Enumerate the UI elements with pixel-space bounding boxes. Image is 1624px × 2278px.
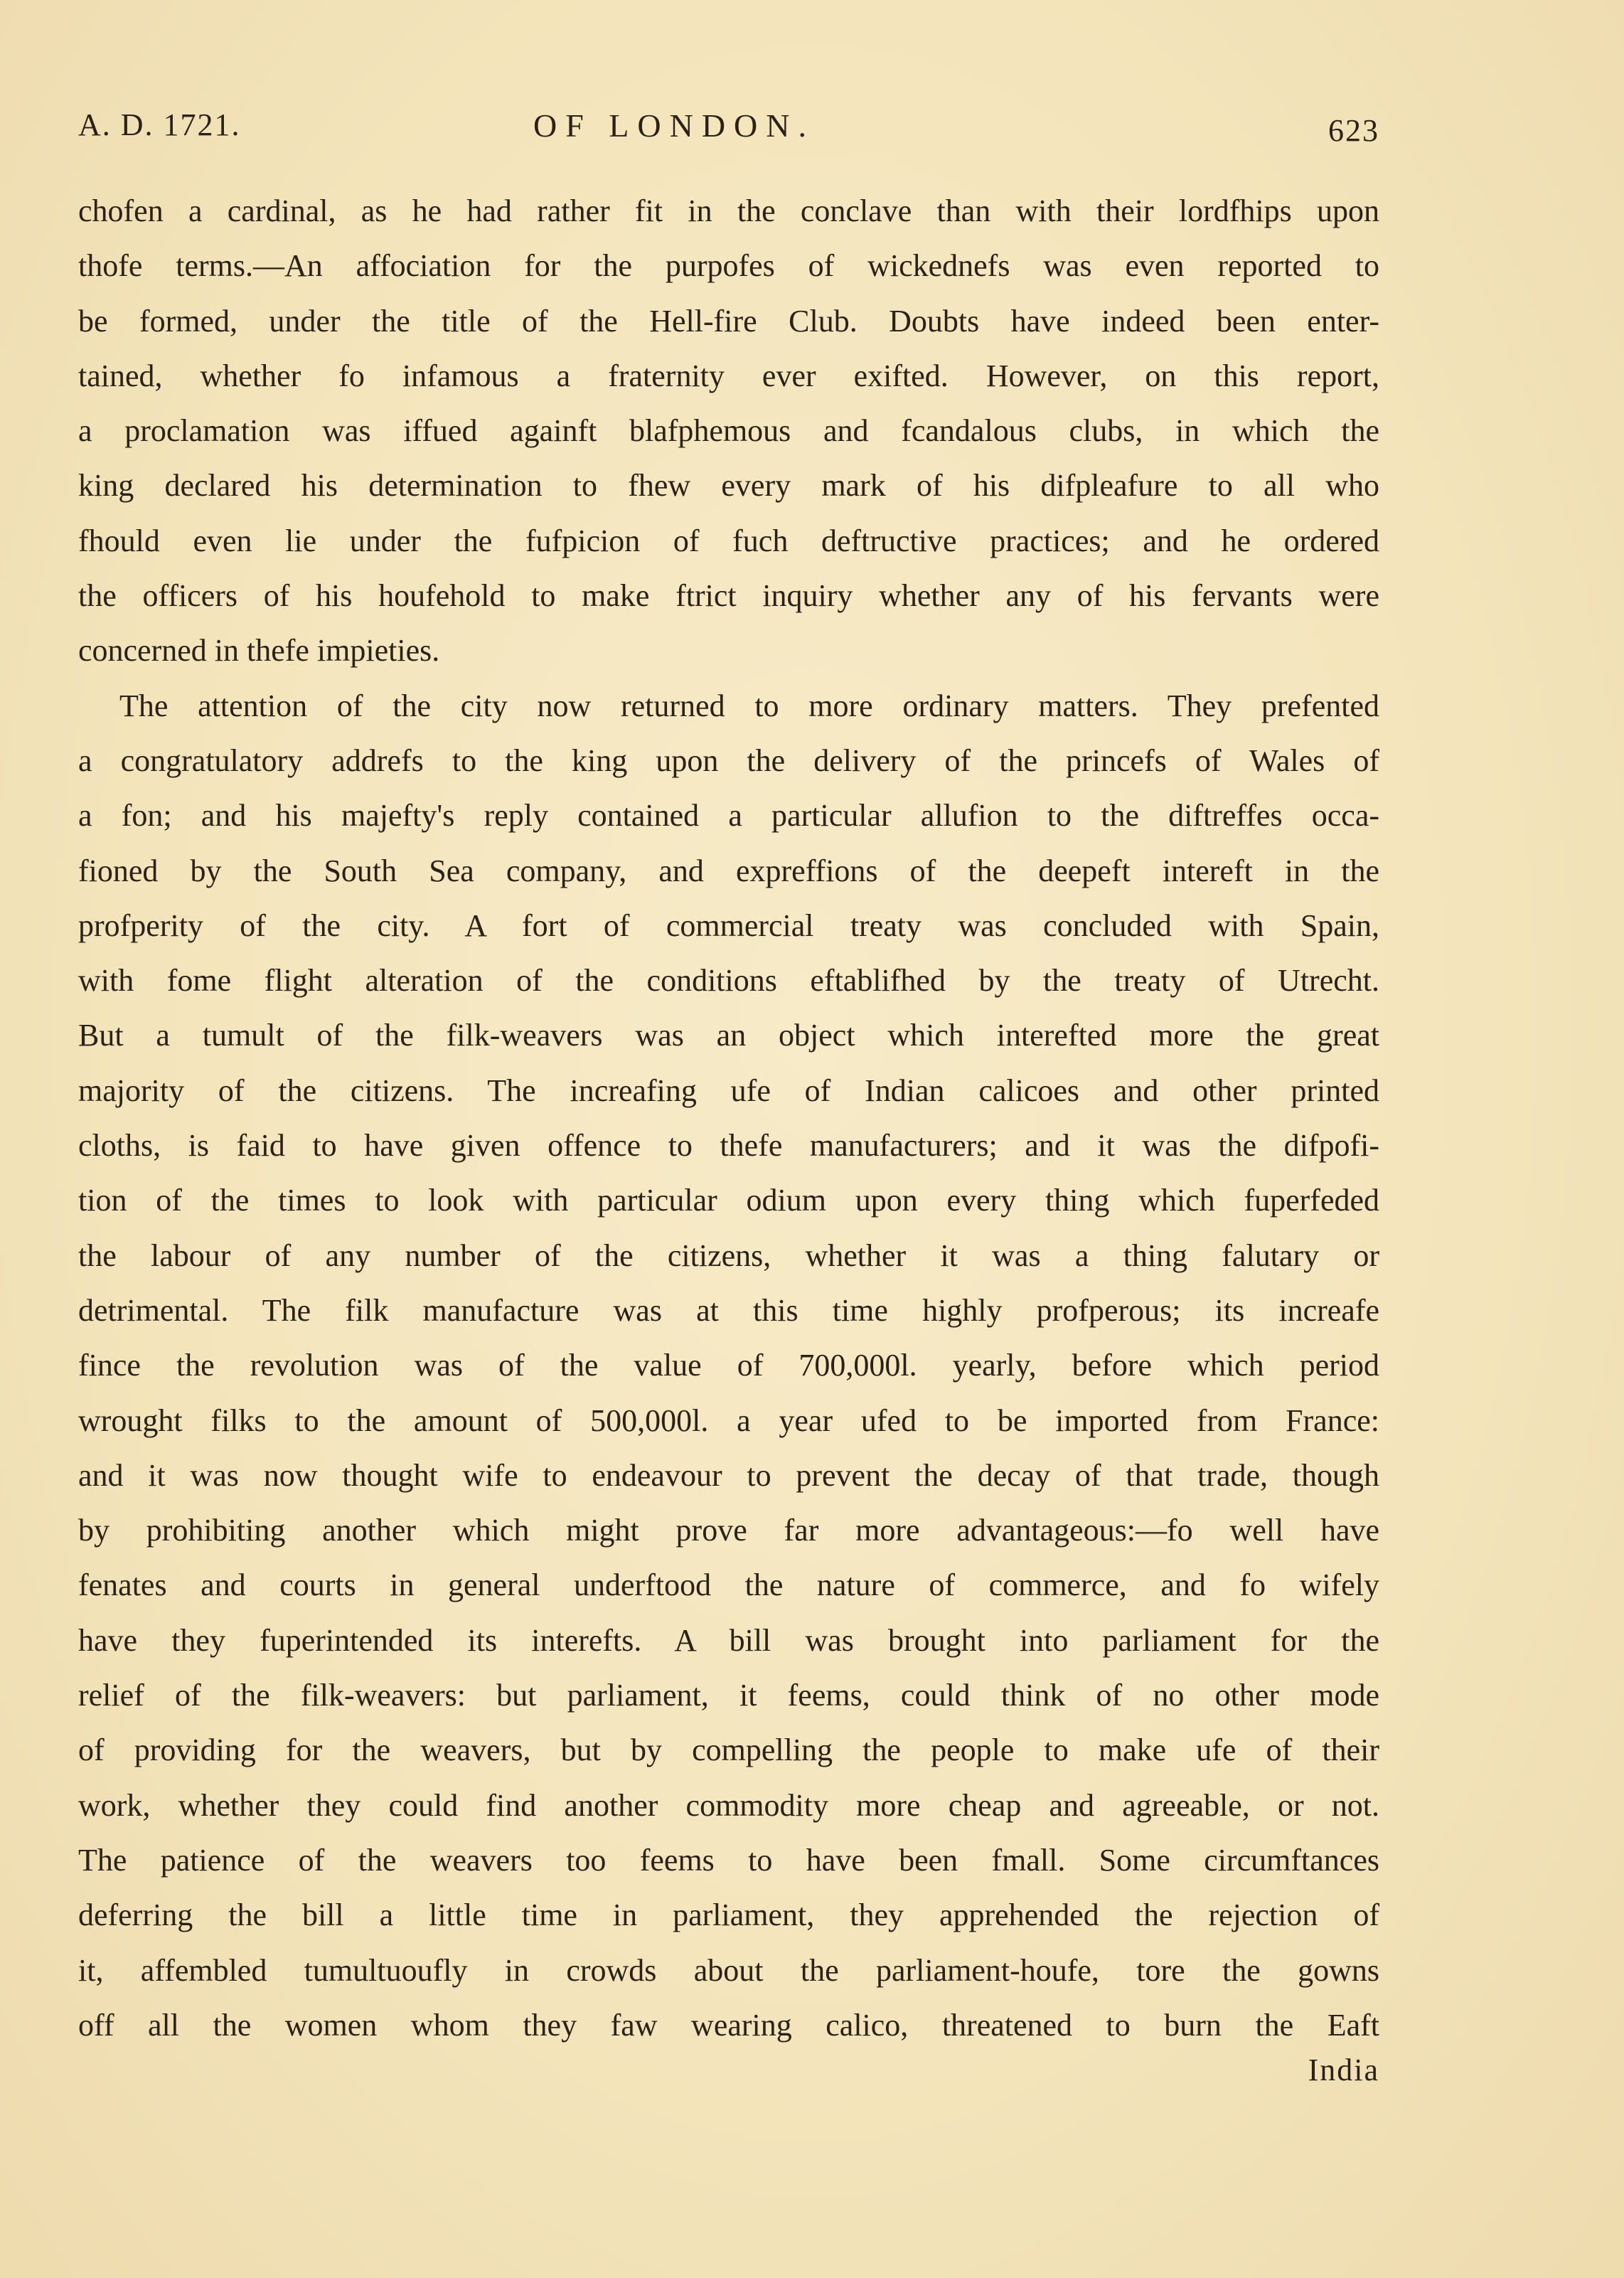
text-line: fenates and courts in general underftood the nature of commerce, and fo wifely: [78, 1568, 1379, 1603]
text-line: The patience of the weavers too feems to have been fmall. Some circumftances: [78, 1842, 1379, 1878]
text-line: majority of the citizens. The increafing ufe of Indian calicoes and other printed: [78, 1073, 1379, 1108]
text-line: fince the revolution was of the value of 700,000l. yearly, before which period: [78, 1348, 1379, 1383]
text-line: deferring the bill a little time in parliament, they apprehended the rejection of: [78, 1898, 1379, 1933]
text-line: have they fuperintended its interefts. A bill was brought into parliament for the: [78, 1622, 1379, 1658]
text-line: king declared his determination to fhew every mark of his difpleafure to all who: [78, 468, 1379, 504]
text-line: profperity of the city. A fort of commercial treaty was concluded with Spain,: [78, 908, 1379, 943]
text-line: tion of the times to look with particular odium upon every thing which fuperfeded: [78, 1183, 1379, 1218]
text-line: work, whether they could find another commodity more cheap and agreeable, or not.: [78, 1787, 1379, 1823]
text-line: a congratulatory addrefs to the king upon the delivery of the princefs of Wales of: [78, 743, 1379, 778]
text-line: a proclamation was iffued againft blafphemous and fcandalous clubs, in which the: [78, 413, 1379, 449]
text-line: thofe terms.—An affociation for the purpofes of wickednefs was even reported to: [78, 248, 1379, 284]
paragraph-start-line: The attention of the city now returned to more ordinary matters. They prefented: [119, 688, 1379, 723]
text-line: the labour of any number of the citizens, whether it was a thing falutary or: [78, 1238, 1379, 1273]
text-line: fhould even lie under the fufpicion of fuch deftructive practices; and he ordered: [78, 523, 1379, 558]
catchword: India: [1308, 2053, 1379, 2087]
text-line: detrimental. The filk manufacture was at this time highly profperous; its increafe: [78, 1292, 1379, 1328]
text-line: a fon; and his majefty's reply contained a particular allufion to the diftreffes occa-: [78, 798, 1379, 834]
header-title: OF LONDON.: [533, 107, 815, 144]
text-line: and it was now thought wife to endeavour to prevent the decay of that trade, though: [78, 1457, 1379, 1493]
running-header: [78, 107, 1379, 149]
page-number: 623: [1328, 113, 1379, 148]
text-line: by prohibiting another which might prove far more advantageous:—fo well have: [78, 1513, 1379, 1548]
text-line: the officers of his houfehold to make ftrict inquiry whether any of his fervants were: [78, 578, 1379, 614]
text-line: relief of the filk-weavers: but parliament, it feems, could think of no other mode: [78, 1678, 1379, 1713]
header-date: A. D. 1721.: [78, 107, 241, 142]
text-line: cloths, is faid to have given offence to thefe manufacturers; and it was the difpofi-: [78, 1128, 1379, 1164]
body-text: [78, 183, 1379, 2053]
text-line: wrought filks to the amount of 500,000l. a year ufed to be imported from France:: [78, 1403, 1379, 1438]
text-line: it, affembled tumultuoufly in crowds about the parliament-houfe, tore the gowns: [78, 1952, 1379, 1988]
paragraph-end-line: concerned in thefe impieties.: [78, 633, 440, 669]
text-line: be formed, under the title of the Hell-fire Club. Doubts have indeed been enter-: [78, 303, 1379, 339]
text-line: of providing for the weavers, but by compelling the people to make ufe of their: [78, 1733, 1379, 1768]
text-line: off all the women whom they faw wearing calico, threatened to burn the Eaft: [78, 2007, 1379, 2043]
text-line: tained, whether fo infamous a fraternity ever exifted. However, on this report,: [78, 358, 1379, 393]
text-line: But a tumult of the filk-weavers was an object which interefted more the great: [78, 1018, 1379, 1053]
text-line: fioned by the South Sea company, and expreffions of the deepeft intereft in the: [78, 853, 1379, 888]
text-line: with fome flight alteration of the conditions eftablifhed by the treaty of Utrecht.: [78, 963, 1379, 999]
text-line: chofen a cardinal, as he had rather fit in the conclave than with their lordfhips upon: [78, 193, 1379, 228]
